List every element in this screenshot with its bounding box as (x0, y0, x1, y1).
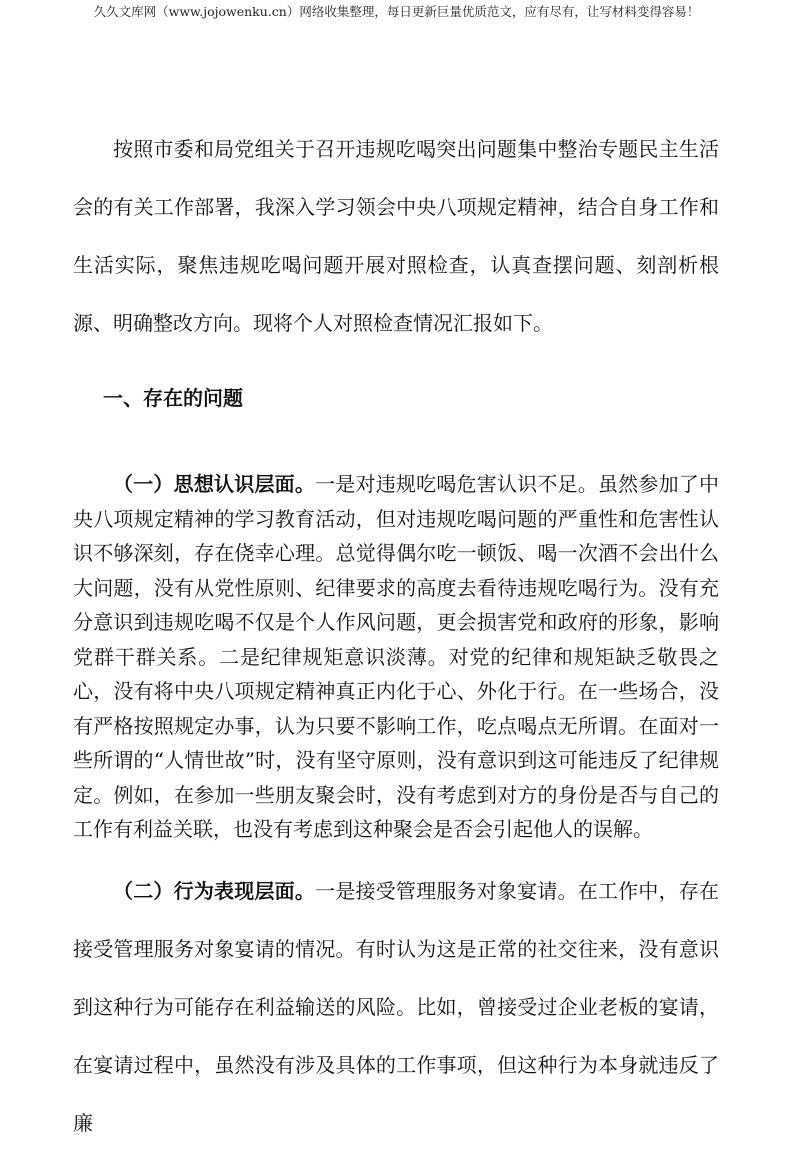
paragraph-thinking-level (73, 467, 719, 847)
paragraph-behavior-level (73, 862, 719, 1152)
page-header: 久久文库网（www.jojowenku.cn）网络收集整理，每日更新巨量优质范文，应有尽有，让写材料变得容易！ (93, 4, 700, 19)
paragraph-body-thinking: 一是对违规吃喝危害认识不足。虽然参加了中央八项规定精神的学习教育活动，但对违规吃喝问题的严重性和危害性认识不够深刻，存在侥幸心理。总觉得偶尔吃一顿饭、喝一次酒不会出什么大问题，没有从党性原则、纪律要求的高度去看待违规吃喝行为。没有充分意识到违规吃喝不仅是个人作风问题，更会损害党和政府的形象，影响党群干群关系。二是纪律规矩意识淡薄。对党的纪律和规矩缺乏敬畏之心，没有将中央八项规定精神真正内化于心、外化于行。在一些场合，没有严格按照规定办事，认为只要不影响工作，吃点喝点无所谓。在面对一些所谓的“人情世故”时，没有坚守原则，没有意识到这可能违反了纪律规定。例如，在参加一些朋友聚会时，没有考虑到对方的身份是否与自己的工作有利益关联，也没有考虑到这种聚会是否会引起他人的误解。 (73, 472, 720, 841)
section-heading-problems: 一、存在的问题 (103, 386, 243, 410)
intro-paragraph: 按照市委和局党组关于召开违规吃喝突出问题集中整治专题民主生活会的有关工作部署，我深入学习领会中央八项规定精神，结合自身工作和生活实际，聚焦违规吃喝问题开展对照检查，认真查摆问题、刻剖析根源、明确整改方向。现将个人对照检查情况汇报如下。 (73, 137, 719, 335)
paragraph-body-behavior: 一是接受管理服务对象宴请。在工作中，存在接受管理服务对象宴请的情况。有时认为这是正常的社交往来，没有意识到这种行为可能存在利益输送的风险。比如，曾接受过企业老板的宴请，在宴请过程中，虽然没有涉及具体的工作事项，但这种行为本身就违反了廉 (73, 879, 720, 1135)
paragraph-lead-behavior: （二）行为表现层面。 (113, 879, 316, 903)
paragraph-lead-thinking: （一）思想认识层面。 (113, 472, 316, 496)
